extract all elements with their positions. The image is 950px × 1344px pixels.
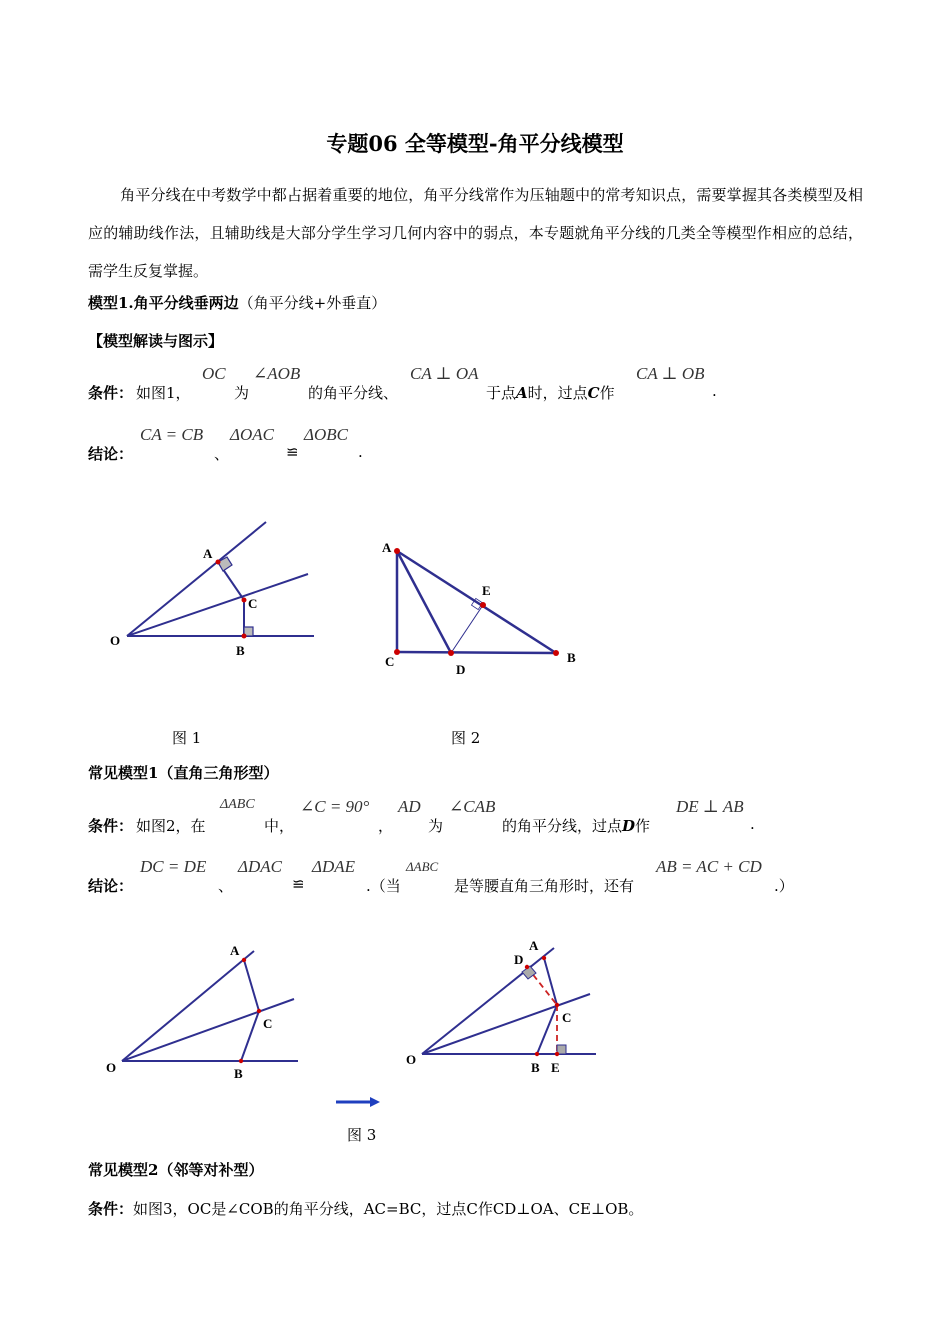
- math-dac: ΔDAC: [238, 857, 282, 876]
- math-abc-2: ΔABC: [406, 859, 439, 874]
- section-heading: 【模型解读与图示】: [88, 332, 224, 350]
- fig2-label-b: B: [567, 650, 576, 665]
- concl-end: .: [358, 443, 363, 461]
- figure-2: [375, 535, 590, 685]
- math-de-perp-ab: DE ⊥ AB: [676, 797, 744, 816]
- fig1-label-b: B: [236, 643, 245, 658]
- cond-text-3: 的角平分线、: [308, 384, 399, 402]
- common1-end: .: [750, 815, 755, 833]
- common2-heading: 常见模型2（邻等对补型）: [88, 1161, 264, 1179]
- fig2-de-line: [451, 605, 483, 653]
- math-ca-perp-oa: CA ⊥ OA: [410, 364, 479, 383]
- cond-text-1: 如图1，: [136, 384, 191, 402]
- fig1-label-c: C: [248, 596, 258, 611]
- math-ca-perp-ob: CA ⊥ OB: [636, 364, 705, 383]
- math-oc: OC: [202, 364, 226, 383]
- common1-text-5: 的角平分线，过点D作: [502, 817, 651, 835]
- fig1-label-o: O: [110, 633, 121, 648]
- fig2-label-a: A: [382, 540, 392, 555]
- common1-text-4: 为: [428, 817, 444, 835]
- fig2-label-e: E: [482, 583, 491, 598]
- common1-text-8: 是等腰直角三角形时，还有: [454, 877, 635, 895]
- fig1-label-a: A: [203, 546, 213, 561]
- math-abc: ΔABC: [220, 797, 255, 812]
- math-dae: ΔDAE: [312, 857, 356, 876]
- common1-concl-label: 结论：: [88, 877, 134, 895]
- math-ca-eq-cb: CA = CB: [140, 425, 204, 444]
- fig3r-label-c: C: [562, 1010, 572, 1025]
- figure-1: [100, 510, 330, 660]
- fig3r-label-d: D: [514, 952, 524, 967]
- math-oac: ΔOAC: [230, 425, 274, 444]
- common2-condition: 条件：如图3，OC是∠COB的角平分线，AC=BC，过点C作CD⊥OA、CE⊥OB。: [88, 1200, 644, 1218]
- common1-text-2: 中，: [264, 817, 295, 835]
- model1-heading: 模型1.角平分线垂两边（角平分线+外垂直）: [88, 294, 387, 312]
- cond-end: .: [712, 382, 717, 400]
- common1-text-1: 如图2，在: [136, 817, 206, 835]
- page-title: 专题06 全等模型-角平分线模型: [326, 131, 624, 156]
- math-c-90: ∠C = 90°: [300, 797, 370, 816]
- fig3r-label-a: A: [529, 938, 539, 953]
- common1-sep: 、: [218, 877, 234, 895]
- fig3l-label-b: B: [234, 1066, 243, 1081]
- common1-text-7: .（当: [366, 877, 401, 895]
- figure-3-right: [400, 930, 610, 1080]
- intro-paragraph: [88, 176, 863, 290]
- fig2-label-d: D: [456, 662, 466, 677]
- fig2-label-c: C: [385, 654, 395, 669]
- fig3r-label-o: O: [406, 1052, 417, 1067]
- cond-text-4: 于点A时，过点C作: [486, 384, 615, 402]
- concl-label: 结论：: [88, 445, 134, 463]
- cond-text-2: 为: [234, 384, 250, 402]
- fig3-caption: 图 3: [347, 1126, 377, 1144]
- math-ab-eq-ac-cd: AB = AC + CD: [656, 857, 762, 876]
- common1-text-9: .）: [774, 877, 794, 895]
- intro-text: 角平分线在中考数学中都占据着重要的地位，角平分线常作为压轴题中的常考知识点，需要掌握其各类模型及相应的辅助线作法，且辅助线是大部分学生学习几何内容中的弱点，本专题就角平分线的几类全等模型作相应的总结，需学生反复掌握。: [88, 186, 863, 280]
- common1-cond-label: 条件：: [88, 817, 134, 835]
- concl-cong: ≌: [286, 443, 299, 461]
- cond-label: 条件：: [88, 384, 134, 402]
- math-aob: ∠AOB: [253, 364, 301, 383]
- fig3l-label-a: A: [230, 943, 240, 958]
- arrow-icon: [334, 1094, 384, 1110]
- fig3r-label-e: E: [551, 1060, 560, 1075]
- common1-heading: 常见模型1（直角三角形型）: [88, 764, 279, 782]
- fig1-caption: 图 1: [172, 729, 202, 747]
- math-ad: AD: [398, 797, 421, 816]
- math-dc-eq-de: DC = DE: [140, 857, 207, 876]
- fig3r-label-b: B: [531, 1060, 540, 1075]
- math-cab: ∠CAB: [449, 797, 496, 816]
- fig2-caption: 图 2: [451, 729, 481, 747]
- fig3l-label-c: C: [263, 1016, 273, 1031]
- common2-text: 如图3，OC是∠COB的角平分线，AC=BC，过点C作CD⊥OA、CE⊥OB。: [133, 1200, 644, 1218]
- fig3l-label-o: O: [106, 1060, 117, 1075]
- common1-cong: ≌: [292, 875, 305, 893]
- math-obc: ΔOBC: [304, 425, 348, 444]
- figure-3-left: [100, 935, 310, 1085]
- concl-sep: 、: [214, 445, 230, 463]
- common1-text-3: ，: [378, 817, 394, 835]
